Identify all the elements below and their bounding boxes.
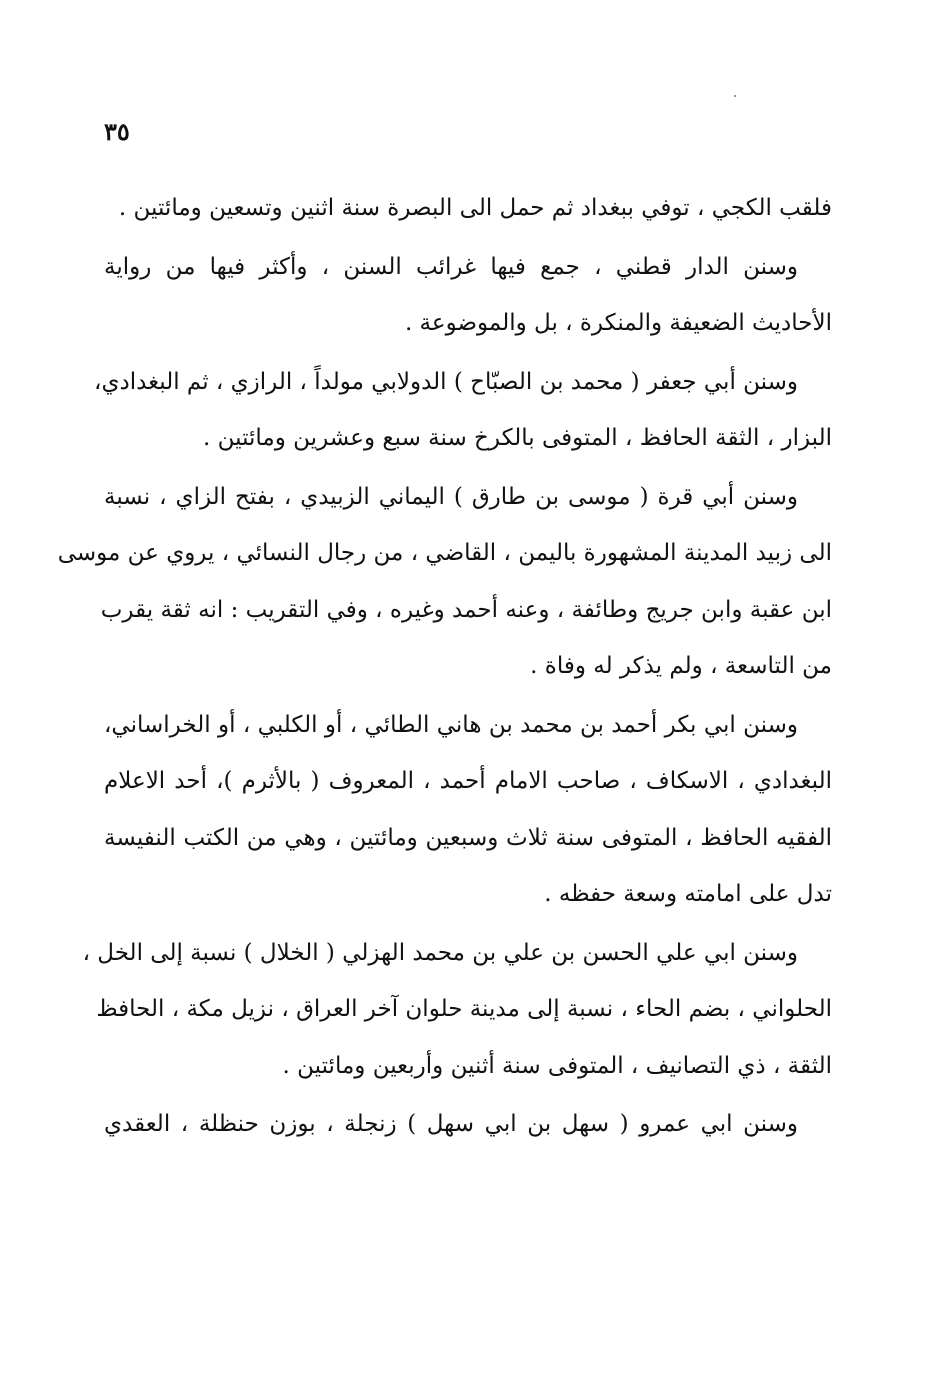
page-number: ٣٥ bbox=[104, 117, 130, 146]
text-line: من التاسعة ، ولم يذكر له وفاة . bbox=[530, 653, 832, 679]
paragraph-2 bbox=[104, 239, 832, 352]
paragraph-4 bbox=[57, 469, 832, 695]
text-line: الى زبيد المدينة المشهورة باليمن ، القاضي ، من رجال النسائي ، يروي عن موسى bbox=[57, 540, 832, 566]
text-line: الفقيه الحافظ ، المتوفى سنة ثلاث وسبعين ومائتين ، وهي من الكتب النفيسة bbox=[104, 824, 832, 851]
text-line: تدل على امامته وسعة حفظه . bbox=[544, 881, 832, 907]
text-line: وسنن ابي علي الحسن بن علي بن محمد الهزلي ( الخلال ) نسبة إلى الخل ، bbox=[82, 939, 798, 966]
text-line: البزار ، الثقة الحافظ ، المتوفى بالكرخ سنة سبع وعشرين ومائتين . bbox=[203, 425, 832, 451]
text-line: الأحاديث الضعيفة والمنكرة ، بل والموضوعة . bbox=[404, 310, 832, 336]
text-line: ابن عقبة وابن جريج وطائفة ، وعنه أحمد وغيره ، وفي التقريب : انه ثقة يقرب bbox=[100, 596, 832, 623]
page-text bbox=[57, 180, 832, 1153]
text-line: وسنن ابي عمرو ( سهل بن ابي سهل ) زنجلة ، بوزن حنظلة ، العقدي bbox=[104, 1111, 798, 1137]
text-line: وسنن الدار قطني ، جمع فيها غرائب السنن ، وأكثر فيها من رواية bbox=[104, 253, 798, 280]
text-line: الحلواني ، بضم الحاء ، نسبة إلى مدينة حلوان آخر العراق ، نزيل مكة ، الحافظ bbox=[96, 996, 832, 1022]
paragraph-1 bbox=[104, 180, 832, 237]
scan-speck bbox=[734, 95, 736, 97]
text-line: البغدادي ، الاسكاف ، صاحب الامام أحمد ، المعروف ( بالأثرم )، أحد الاعلام bbox=[104, 768, 832, 794]
paragraph-7 bbox=[104, 1096, 832, 1153]
text-line: وسنن أبي قرة ( موسى بن طارق ) اليماني الزبيدي ، بفتح الزاي ، نسبة bbox=[104, 483, 798, 510]
paragraph-5 bbox=[104, 697, 832, 923]
text-line: وسنن أبي جعفر ( محمد بن الصبّاح ) الدولابي مولداً ، الرازي ، ثم البغدادي، bbox=[94, 368, 798, 395]
text-line: الثقة ، ذي التصانيف ، المتوفى سنة أثنين وأربعين ومائتين . bbox=[282, 1052, 832, 1079]
text-line: وسنن ابي بكر أحمد بن محمد بن هاني الطائي ، أو الكلبي ، أو الخراساني، bbox=[104, 711, 798, 738]
paragraph-6 bbox=[82, 925, 832, 1095]
paragraph-3 bbox=[94, 354, 832, 467]
text-line: فلقب الكجي ، توفي ببغداد ثم حمل الى البصرة سنة اثنين وتسعين ومائتين . bbox=[118, 195, 832, 221]
